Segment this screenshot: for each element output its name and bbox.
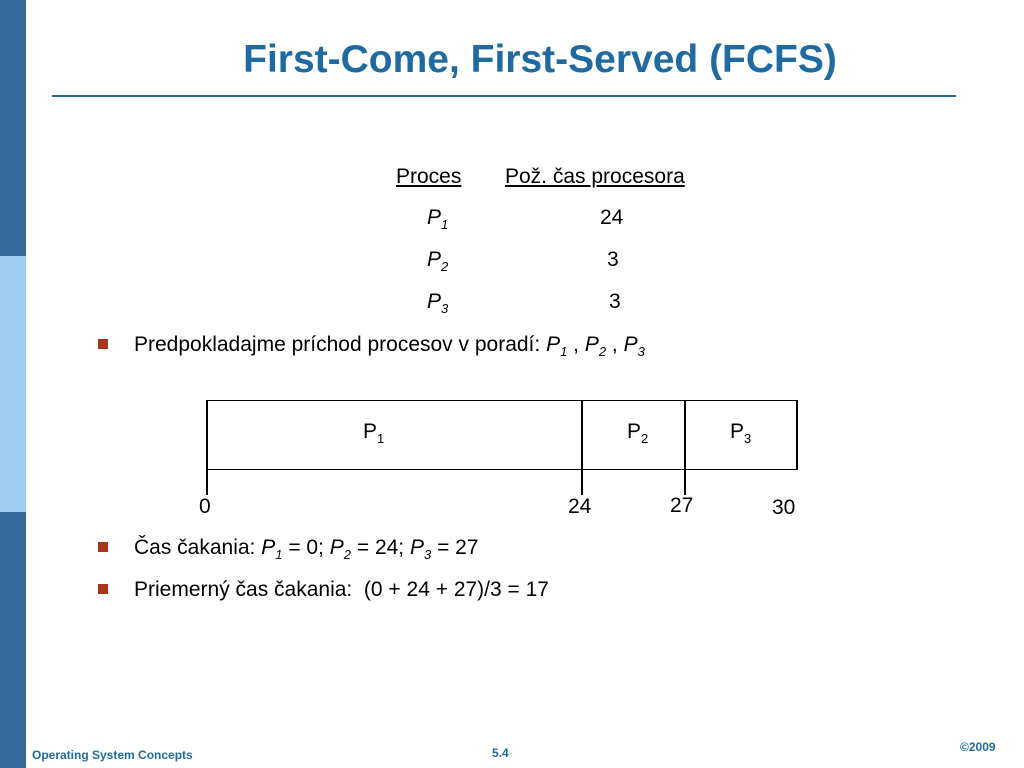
- gantt-tick-label: 30: [772, 496, 796, 519]
- table-row-process: $P_3$: [427, 290, 449, 316]
- table-row-process: $P_1$: [427, 206, 449, 232]
- title-divider: [52, 95, 956, 97]
- table-header-process: Proces: [396, 165, 462, 188]
- gantt-divider: [581, 400, 583, 495]
- page-title: First-Come, First-Served (FCFS): [243, 38, 837, 81]
- gantt-divider: [796, 400, 798, 470]
- gantt-divider: [206, 400, 208, 495]
- table-header-burst: Pož. čas procesora: [505, 165, 685, 188]
- bullet-arrival-order: Predpokladajme príchod procesov v poradí: $P_1$ , $P_2$ , $P_3$: [134, 333, 645, 359]
- gantt-block-label: $P_1$: [363, 420, 385, 446]
- gantt-tick-label: 0: [199, 495, 211, 518]
- bullet-waiting-times: Čas čakania: $P_1 = 0$; $P_2 = 24$; $P_3 = 27$: [134, 536, 479, 562]
- bullet-marker: [98, 584, 108, 594]
- table-row-burst: 3: [607, 248, 619, 271]
- footer-copyright: ©2009: [960, 740, 996, 754]
- sidebar: [0, 0, 26, 768]
- footer-course-title: Operating System Concepts: [32, 748, 193, 762]
- footer-slide-number: 5.4: [492, 746, 509, 760]
- gantt-chart: [206, 400, 798, 470]
- gantt-block-label: $P_2$: [627, 420, 649, 446]
- sidebar-middle-segment: [0, 256, 26, 512]
- gantt-block-label: $P_3$: [730, 420, 752, 446]
- gantt-tick-label: 27: [670, 494, 694, 517]
- table-row-burst: 24: [600, 206, 624, 229]
- table-row-process: $P_2$: [427, 248, 449, 274]
- gantt-divider: [684, 400, 686, 495]
- bullet-average-waiting: Priemerný čas čakania: (0 + 24 + 27)/3 = 17: [134, 578, 549, 601]
- table-row-burst: 3: [609, 290, 621, 313]
- bullet-marker: [98, 542, 108, 552]
- gantt-tick-label: 24: [568, 495, 592, 518]
- sidebar-bottom-segment: [0, 512, 26, 768]
- bullet-marker: [98, 339, 108, 349]
